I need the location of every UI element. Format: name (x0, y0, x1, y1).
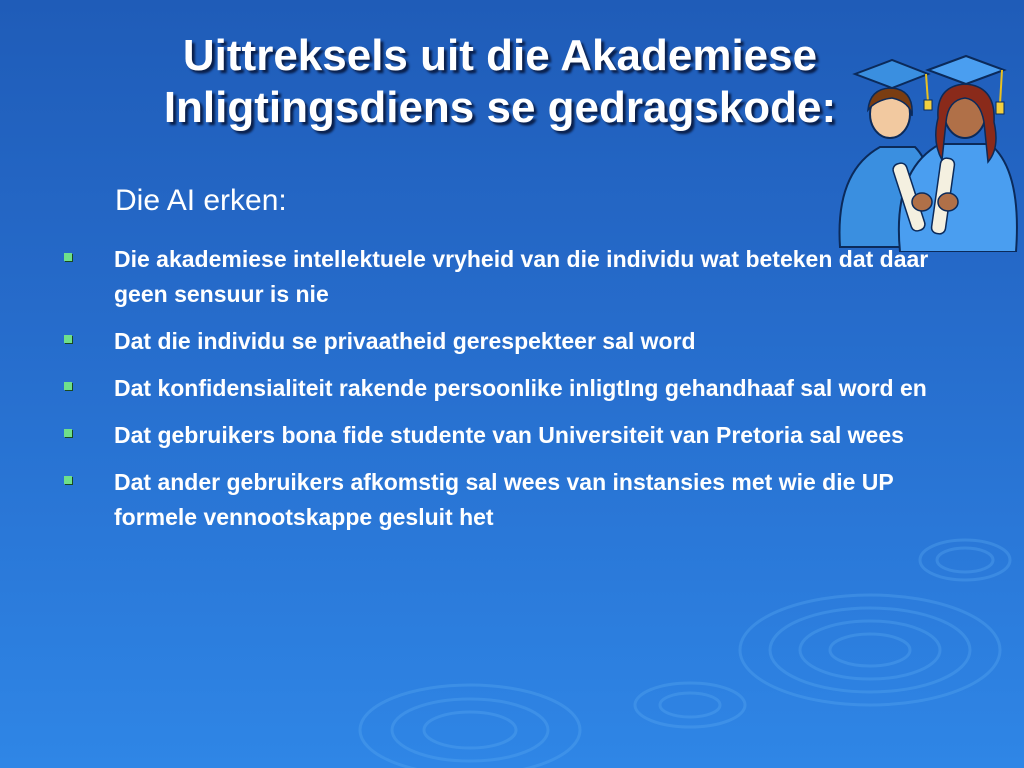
bullet-item (60, 371, 970, 406)
slide-title: Uittreksels uit die Akademiese Inligtingsdiens se gedragskode: (163, 31, 837, 132)
bullet-list (60, 242, 970, 547)
square-bullet-icon (64, 335, 72, 343)
bullet-text: Dat konfidensialiteit rakende persoonlike inligtIng gehandhaaf sal word en (114, 375, 927, 401)
bullet-item (60, 465, 970, 535)
graduates-clipart (830, 52, 1020, 252)
square-bullet-icon (64, 253, 72, 261)
bullet-text: Dat gebruikers bona fide studente van Universiteit van Pretoria sal wees (114, 422, 904, 448)
square-bullet-icon (64, 382, 72, 390)
subheading: Die AI erken: (115, 184, 287, 217)
square-bullet-icon (64, 476, 72, 484)
bullet-item (60, 418, 970, 453)
bullet-text: Die akademiese intellektuele vryheid van die individu wat beteken dat daar geen sensuur is nie (114, 246, 929, 307)
bullet-text: Dat die individu se privaatheid gerespekteer sal word (114, 328, 696, 354)
bullet-text: Dat ander gebruikers afkomstig sal wees van instansies met wie die UP formele vennootskappe gesluit het (114, 469, 894, 530)
bullet-item (60, 242, 970, 312)
bullet-item (60, 324, 970, 359)
square-bullet-icon (64, 429, 72, 437)
